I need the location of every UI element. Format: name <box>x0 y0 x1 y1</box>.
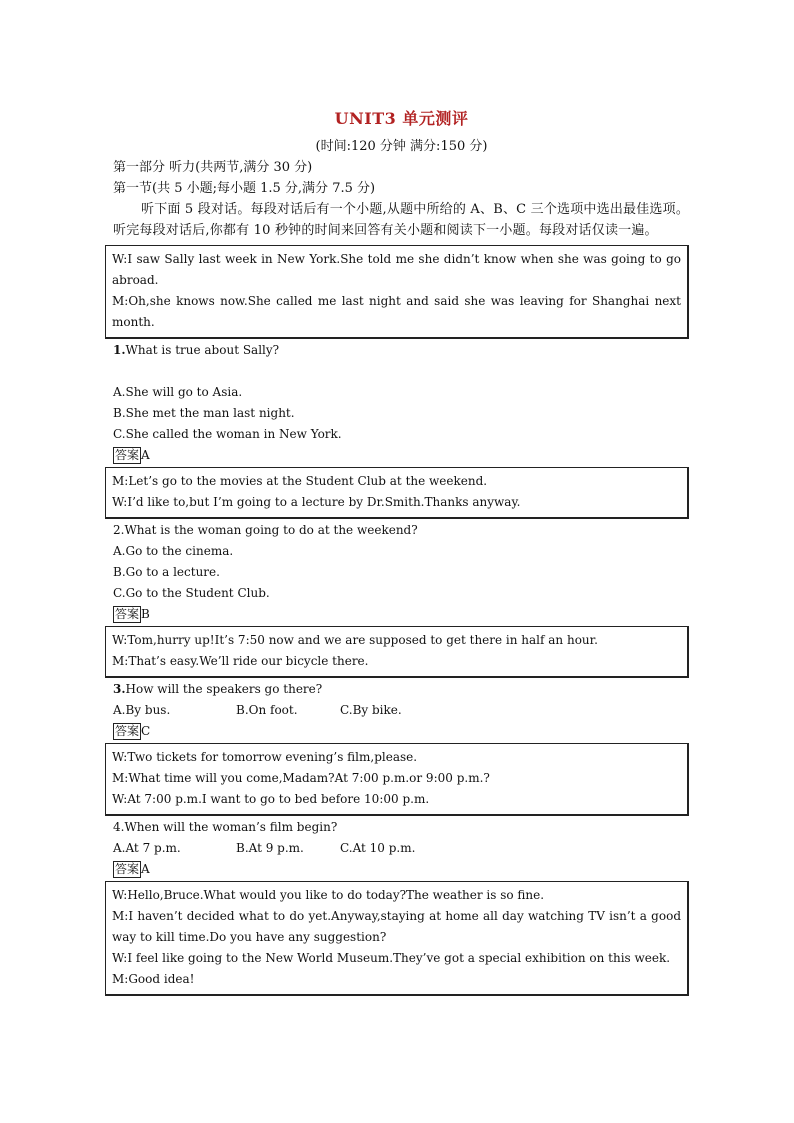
dialogue-line: M:Oh,she knows now.She called me last night and said she was leaving for Shanghai next month. <box>112 294 681 329</box>
answer-value: C <box>141 724 151 738</box>
option-a: A.By bus. <box>113 703 171 717</box>
option-c: C.Go to the Student Club. <box>113 586 270 600</box>
question-text: What is true about Sally? <box>125 343 280 357</box>
dialogue-box-1 <box>105 245 689 339</box>
question-number: 1. <box>113 343 126 357</box>
instructions: 听下面 5 段对话。每段对话后有一个小题,从题中所给的 A、B、C 三个选项中选出最佳选项。听完每段对话后,你都有 10 秒钟的时间来回答有关小题和阅读下一小题。每段对话仅读一遍。 <box>113 202 690 238</box>
dialogue-box-5 <box>105 881 689 996</box>
answer-label: 答案 <box>115 862 140 876</box>
answer-value: A <box>141 448 150 462</box>
option-b: B.She met the man last night. <box>113 406 295 420</box>
options-row <box>113 838 690 859</box>
question-3 <box>113 679 690 700</box>
question-text: When will the woman’s film begin? <box>124 820 338 834</box>
dialogue-box-4 <box>105 743 689 816</box>
dialogue-line: W:I saw Sally last week in New York.She told me she didn’t know when she was going to go abroad. <box>112 252 681 287</box>
question-number: 2. <box>113 523 125 537</box>
question-1 <box>113 340 690 361</box>
answer-4 <box>113 859 690 879</box>
dialogue-line: M:Good idea! <box>112 972 195 986</box>
section-heading: 第一节(共 5 小题;每小题 1.5 分,满分 7.5 分) <box>113 181 376 196</box>
question-text: What is the woman going to do at the weekend? <box>124 523 418 537</box>
answer-1 <box>113 445 690 465</box>
dialogue-box-2 <box>105 467 689 519</box>
dialogue-line: W:Two tickets for tomorrow evening’s film,please. <box>112 750 418 764</box>
answer-value: A <box>141 862 150 876</box>
option-a: A.At 7 p.m. <box>113 841 181 855</box>
question-2 <box>113 520 690 541</box>
answer-3 <box>113 721 690 741</box>
option-b: B.On foot. <box>236 703 298 717</box>
page-title: UNIT3 单元测评 <box>334 109 469 128</box>
content <box>113 100 690 996</box>
option-c: C.By bike. <box>340 703 402 717</box>
option-a: A.She will go to Asia. <box>113 385 243 399</box>
dialogue-line: W:Hello,Bruce.What would you like to do today?The weather is so fine. <box>112 888 545 902</box>
question-number: 4. <box>113 820 125 834</box>
answer-2 <box>113 604 690 624</box>
option-b: B.Go to a lecture. <box>113 565 220 579</box>
dialogue-line: M:That’s easy.We’ll ride our bicycle there. <box>112 654 369 668</box>
option-c: C.She called the woman in New York. <box>113 427 342 441</box>
answer-value: B <box>141 607 150 621</box>
options-row <box>113 700 690 721</box>
answer-label: 答案 <box>115 607 140 621</box>
option-c: C.At 10 p.m. <box>340 841 416 855</box>
question-text: How will the speakers go there? <box>125 682 323 696</box>
dialogue-line: W:At 7:00 p.m.I want to go to bed before 10:00 p.m. <box>112 792 430 806</box>
exam-info: (时间:120 分钟 满分:150 分) <box>315 139 488 154</box>
question-4 <box>113 817 690 838</box>
option-a: A.Go to the cinema. <box>113 544 234 558</box>
answer-label: 答案 <box>115 448 140 462</box>
dialogue-line: W:I’d like to,but I’m going to a lecture by Dr.Smith.Thanks anyway. <box>112 495 521 509</box>
dialogue-line: M:Let’s go to the movies at the Student Club at the weekend. <box>112 474 488 488</box>
dialogue-line: W:Tom,hurry up!It’s 7:50 now and we are supposed to get there in half an hour. <box>112 633 598 647</box>
dialogue-line: M:I haven’t decided what to do yet.Anyway,staying at home all day watching TV isn’t a good way to kill time.Do you have any suggestion? <box>112 909 681 944</box>
question-number: 3. <box>113 682 126 696</box>
dialogue-line: M:What time will you come,Madam?At 7:00 p.m.or 9:00 p.m.? <box>112 771 490 785</box>
answer-label: 答案 <box>115 724 140 738</box>
dialogue-box-3 <box>105 626 689 678</box>
option-b: B.At 9 p.m. <box>236 841 304 855</box>
dialogue-line: W:I feel like going to the New World Museum.They’ve got a special exhibition on this week. <box>112 951 671 965</box>
part-heading: 第一部分 听力(共两节,满分 30 分) <box>113 160 313 175</box>
spacer <box>113 361 690 382</box>
